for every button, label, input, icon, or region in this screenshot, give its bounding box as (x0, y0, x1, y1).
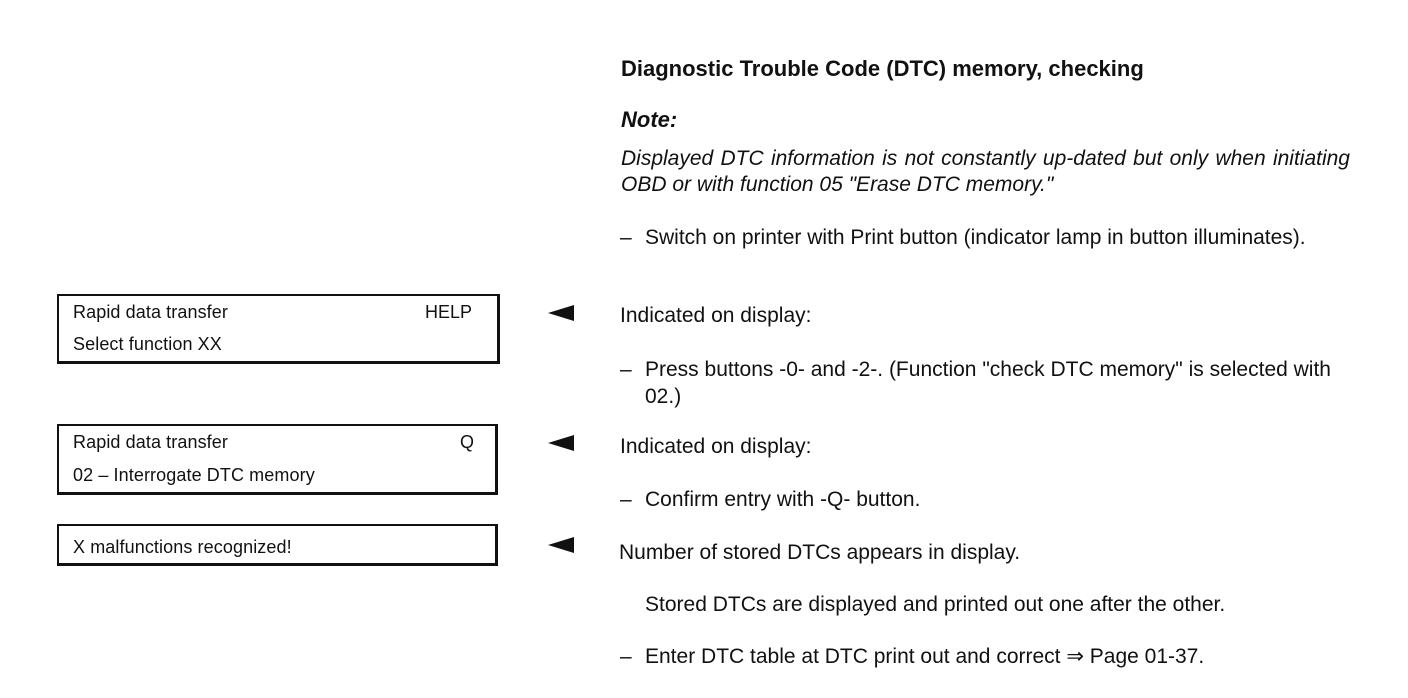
pointer-arrow-icon (548, 537, 574, 553)
step-text: Confirm entry with -Q- button. (645, 488, 921, 511)
step-dash: – (620, 645, 632, 668)
stored-dtcs-text: Stored DTCs are displayed and printed out one after the other. (645, 593, 1226, 616)
step-text: Switch on printer with Print button (indicator lamp in button illuminates). (645, 226, 1306, 249)
indicated-on-display-label: Indicated on display: (620, 304, 812, 327)
display-q-label: Q (460, 432, 475, 452)
indicated-on-display-label: Indicated on display: (620, 435, 812, 458)
display-box-select-function (57, 294, 500, 364)
step-press-buttons (620, 356, 1360, 410)
step-text: Enter DTC table at DTC print out and correct ⇒ Page 01-37. (645, 645, 1205, 668)
display-line-1: Rapid data transfer (73, 302, 228, 322)
step-dash: – (620, 358, 632, 381)
display-box-malfunctions (57, 524, 498, 566)
pointer-arrow-icon (548, 435, 574, 451)
pointer-arrow-icon (548, 305, 574, 321)
step-enter-dtc-table (620, 643, 1360, 670)
display-line-1: Rapid data transfer (73, 432, 228, 452)
number-of-dtcs-text: Number of stored DTCs appears in display. (619, 541, 1021, 564)
step-confirm-entry (620, 486, 1360, 513)
display-line-1: X malfunctions recognized! (73, 537, 292, 557)
display-help-label: HELP (425, 302, 473, 322)
page-title: Diagnostic Trouble Code (DTC) memory, checking (621, 56, 1144, 81)
display-line-2: 02 – Interrogate DTC memory (73, 465, 315, 485)
step-dash: – (620, 226, 632, 249)
step-text: Press buttons -0- and -2-. (Function "check DTC memory" is selected with 02.) (645, 358, 1331, 408)
step-dash: – (620, 488, 632, 511)
display-box-interrogate-memory (57, 424, 498, 495)
display-line-2: Select function XX (73, 334, 222, 354)
note-heading: Note: (621, 107, 678, 132)
step-switch-on-printer (620, 224, 1360, 251)
note-text: Displayed DTC information is not constantly up-dated but only when initiating OBD or with function 05 "Erase DTC memory." (621, 147, 1350, 196)
